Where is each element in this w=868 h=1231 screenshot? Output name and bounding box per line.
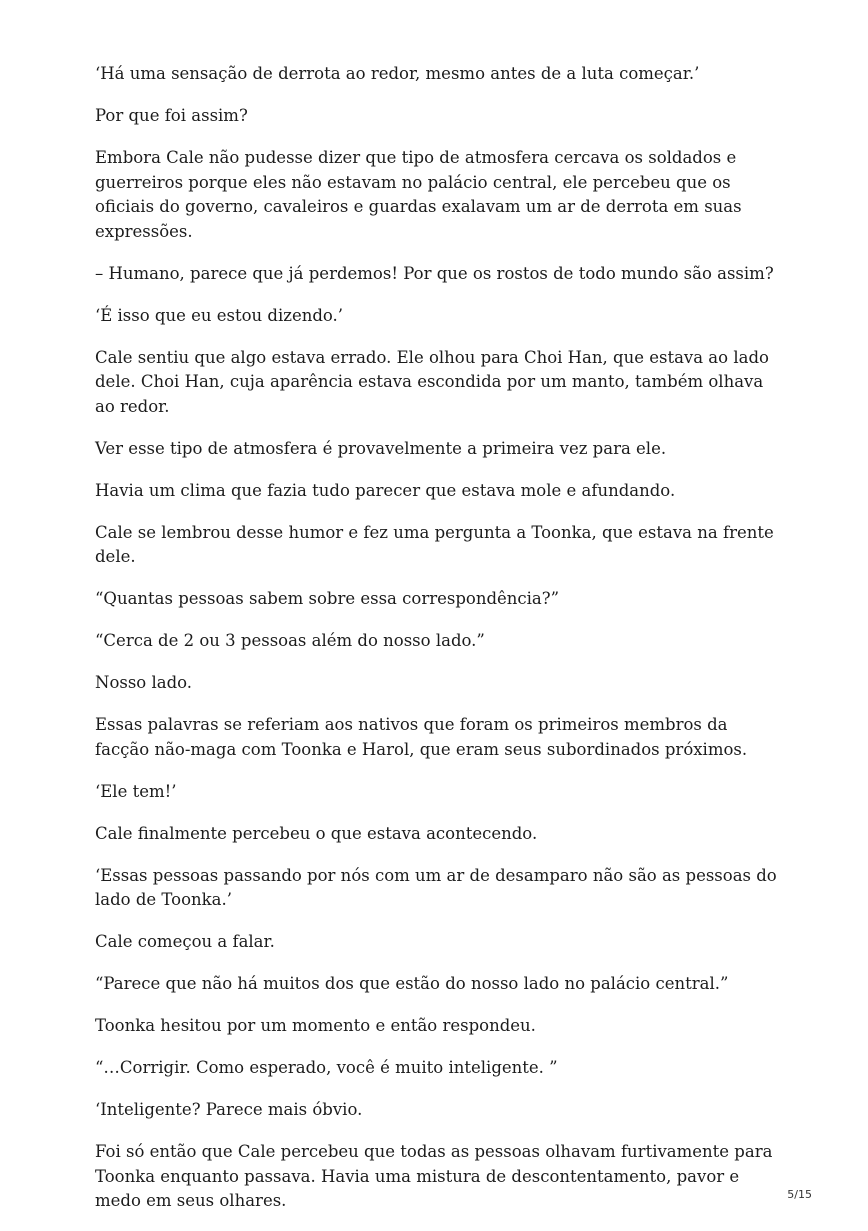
paragraph: ‘É isso que eu estou dizendo.’ [95, 305, 344, 325]
paragraph: ‘Ele tem!’ [95, 781, 177, 801]
paragraph: Havia um clima que fazia tudo parecer que estava mole e afundando. [95, 480, 676, 500]
paragraph: Cale se lembrou desse humor e fez uma pergunta a Toonka, que estava na frente dele. [95, 522, 774, 566]
page-number: 5/15 [787, 1188, 812, 1201]
paragraph: Por que foi assim? [95, 106, 248, 125]
paragraph: ‘Inteligente? Parece mais óbvio. [95, 1100, 363, 1119]
paragraph: Cale começou a falar. [95, 932, 275, 951]
paragraph: Toonka hesitou por um momento e então respondeu. [95, 1016, 536, 1035]
paragraph: “…Corrigir. Como esperado, você é muito inteligente. ” [95, 1058, 558, 1077]
paragraph: “Quantas pessoas sabem sobre essa correspondência?” [95, 589, 560, 608]
paragraph: – Humano, parece que já perdemos! Por que os rostos de todo mundo são assim? [95, 263, 774, 283]
paragraph: Foi só então que Cale percebeu que todas as pessoas olhavam furtivamente para Toonka enquanto passava. Havia uma mistura de descontentamento, pavor e medo em seus olhares. [95, 1142, 773, 1210]
paragraph: Ver esse tipo de atmosfera é provavelmente a primeira vez para ele. [95, 438, 667, 458]
document-body [95, 62, 785, 1231]
paragraph: Nosso lado. [95, 673, 193, 692]
paragraph: ‘Há uma sensação de derrota ao redor, mesmo antes de a luta começar.’ [95, 64, 700, 83]
paragraph: “Cerca de 2 ou 3 pessoas além do nosso lado.” [95, 631, 485, 650]
paragraph: “Parece que não há muitos dos que estão do nosso lado no palácio central.” [95, 974, 729, 993]
paragraph: Cale sentiu que algo estava errado. Ele olhou para Choi Han, que estava ao lado dele. Choi Han, cuja aparência estava escondida por um manto, também olhava ao redor. [95, 347, 769, 416]
paragraph: Embora Cale não pudesse dizer que tipo de atmosfera cercava os soldados e guerreiros porque eles não estavam no palácio central, ele percebeu que os oficiais do governo, cavaleiros e guardas exalavam um ar de derrota em suas expressões. [95, 148, 742, 241]
paragraph: ‘Essas pessoas passando por nós com um ar de desamparo não são as pessoas do lado de Toonka.’ [95, 865, 777, 909]
paragraph: Essas palavras se referiam aos nativos que foram os primeiros membros da facção não-maga com Toonka e Harol, que eram seus subordinados próximos. [95, 715, 748, 759]
paragraph: Cale finalmente percebeu o que estava acontecendo. [95, 823, 538, 843]
